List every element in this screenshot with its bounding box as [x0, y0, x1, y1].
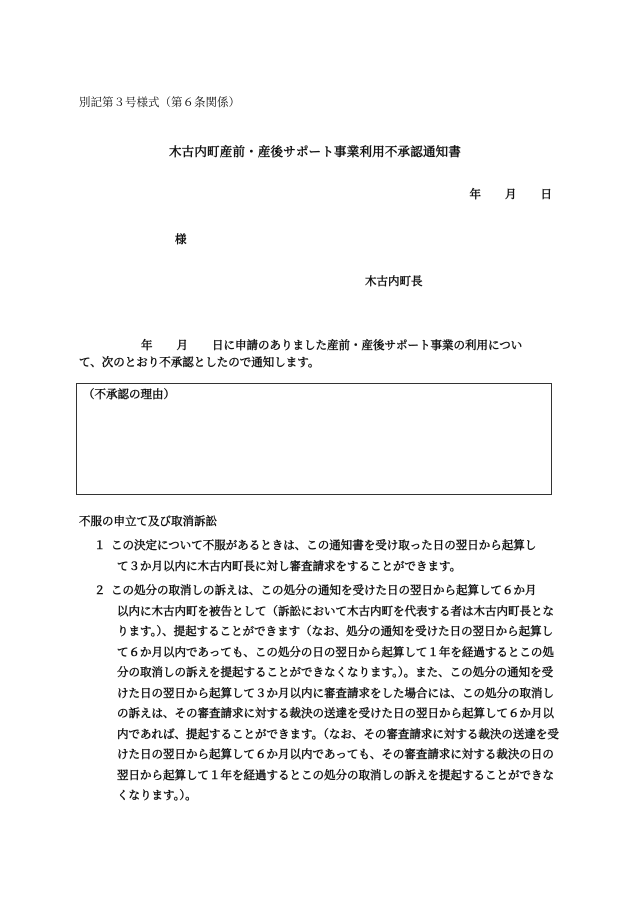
appeal-item-line: けた日の翌日から起算して３か月以内に審査請求をした場合には、この処分の取消し	[117, 685, 554, 700]
appeal-item-line: けた日の翌日から起算して６か月以内であっても、その審査請求に対する裁決の日の	[117, 747, 554, 761]
intro-month-label: 月	[176, 338, 188, 352]
appeal-item-line: 分の取消しの訴えを提起することができなくなります。）。また、この処分の通知を受	[117, 665, 554, 679]
date-year-label: 年	[469, 187, 481, 201]
date-line	[470, 186, 553, 202]
appeal-item-line: て３か月以内に木古内町長に対し審査請求をすることができます。	[117, 558, 462, 573]
intro-line-1	[79, 337, 553, 354]
form-number: 別記第３号様式（第６条関係）	[79, 95, 240, 109]
date-day-label: 日	[540, 187, 552, 201]
appeal-item-2	[94, 580, 559, 806]
appeal-item-number: ２	[94, 583, 106, 597]
addressee-suffix: 様	[175, 232, 187, 246]
appeal-item-line: この決定について不服があるときは、この通知書を受け取った日の翌日から起算し	[111, 538, 537, 552]
appeal-item-1	[94, 535, 556, 576]
intro-paragraph	[79, 337, 553, 371]
appeal-item-line: の訴えは、その審査請求に対する裁決の送達を受けた日の翌日から起算して６か月以	[117, 706, 554, 720]
intro-line-1-text: 日に申請のありました産前・産後サポート事業の利用につい	[212, 338, 523, 352]
appeal-item-line: 以内に木古内町を被告として（訴訟において木古内町を代表する者は木古内町長とな	[117, 603, 554, 618]
reason-box	[76, 383, 552, 495]
reason-box-label: （不承認の理由）	[83, 387, 175, 401]
date-month-label: 月	[505, 187, 517, 201]
appeal-item-line: 内であれば、提起することができます。（なお、その審査請求に対する裁決の送達を受	[117, 726, 559, 741]
sender-name: 木古内町長	[365, 274, 423, 288]
appeal-heading: 不服の申立て及び取消訴訟	[79, 514, 217, 528]
appeal-item-line: この処分の取消しの訴えは、この処分の通知を受けた日の翌日から起算して６か月	[111, 583, 537, 597]
appeal-item-line: て６か月以内であっても、この処分の日の翌日から起算して１年を経過するとこの処	[117, 644, 554, 659]
appeal-item-line: ります。）、提起することができます（なお、処分の通知を受けた日の翌日から起算し	[117, 624, 554, 638]
document-title: 木古内町産前・産後サポート事業利用不承認通知書	[168, 144, 462, 159]
intro-line-2: て、次のとおり不承認としたので通知します。	[79, 355, 320, 369]
appeal-item-number: １	[94, 538, 106, 552]
intro-year-label: 年	[141, 338, 153, 352]
appeal-item-line: 翌日から起算して１年を経過するとこの処分の取消しの訴えを提起することができな	[117, 767, 554, 782]
appeal-item-line: くなります。）。	[117, 788, 197, 802]
